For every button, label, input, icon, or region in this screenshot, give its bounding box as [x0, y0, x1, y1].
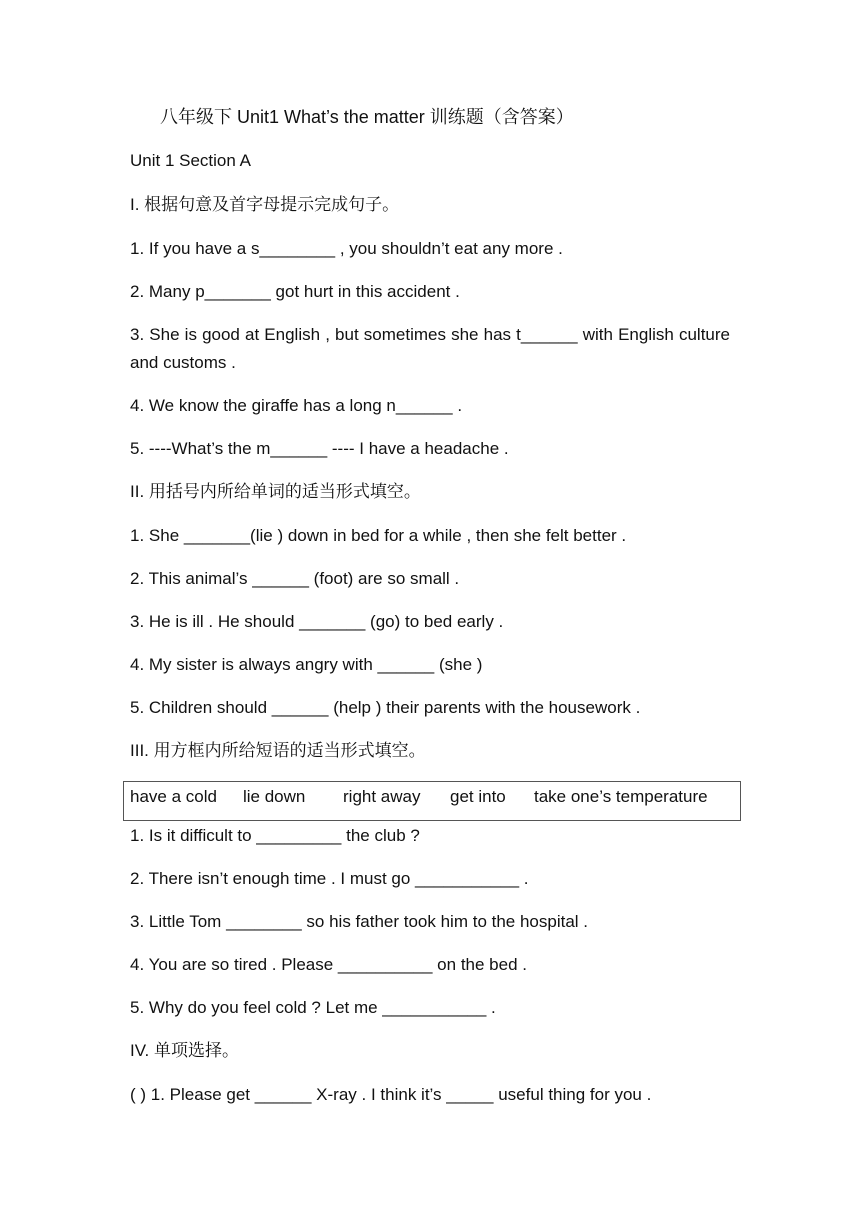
- phrase-box: [123, 781, 741, 821]
- section-3-item: 4. You are so tired . Please __________ on the bed .: [130, 955, 527, 974]
- section-2-item: 4. My sister is always angry with ______ (she ): [130, 655, 483, 674]
- section-1-item: 5. ----What’s the m______ ---- I have a headache .: [130, 439, 509, 458]
- section-3-heading: III. 用方框内所给短语的适当形式填空。: [130, 741, 426, 760]
- unit-heading: Unit 1 Section A: [130, 151, 251, 170]
- section-1-item: 1. If you have a s________ , you shouldn’t eat any more .: [130, 239, 563, 258]
- section-2-item: 2. This animal’s ______ (foot) are so small .: [130, 569, 460, 588]
- section-2-item: 1. She _______(lie ) down in bed for a while , then she felt better .: [130, 526, 627, 545]
- section-1-item: 3. She is good at English , but sometimes she has t______ with English culture and customs .: [130, 325, 730, 372]
- section-1-heading: I. 根据句意及首字母提示完成句子。: [130, 195, 400, 214]
- phrase-item: take one’s temperature: [534, 787, 708, 806]
- phrase-item: have a cold: [130, 787, 217, 806]
- section-1-item: 4. We know the giraffe has a long n______ .: [130, 396, 463, 415]
- phrase-item: lie down: [243, 787, 306, 806]
- section-2-item: 3. He is ill . He should _______ (go) to bed early .: [130, 612, 504, 631]
- section-3-item: 5. Why do you feel cold ? Let me ___________ .: [130, 998, 496, 1017]
- section-3-item: 1. Is it difficult to _________ the club ?: [130, 826, 420, 845]
- document-title: 八年级下 Unit1 What’s the matter 训练题（含答案）: [160, 107, 574, 127]
- section-2-item: 5. Children should ______ (help ) their parents with the housework .: [130, 698, 641, 717]
- phrase-item: right away: [343, 787, 421, 806]
- section-2-heading: II. 用括号内所给单词的适当形式填空。: [130, 482, 421, 501]
- section-4-heading: IV. 单项选择。: [130, 1041, 239, 1060]
- phrase-item: get into: [450, 787, 506, 806]
- section-1-item: 2. Many p_______ got hurt in this accident .: [130, 282, 460, 301]
- section-3-item: 3. Little Tom ________ so his father took him to the hospital .: [130, 912, 589, 931]
- section-4-item: ( ) 1. Please get ______ X-ray . I think it’s _____ useful thing for you .: [130, 1085, 652, 1104]
- section-3-item: 2. There isn’t enough time . I must go ___________ .: [130, 869, 529, 888]
